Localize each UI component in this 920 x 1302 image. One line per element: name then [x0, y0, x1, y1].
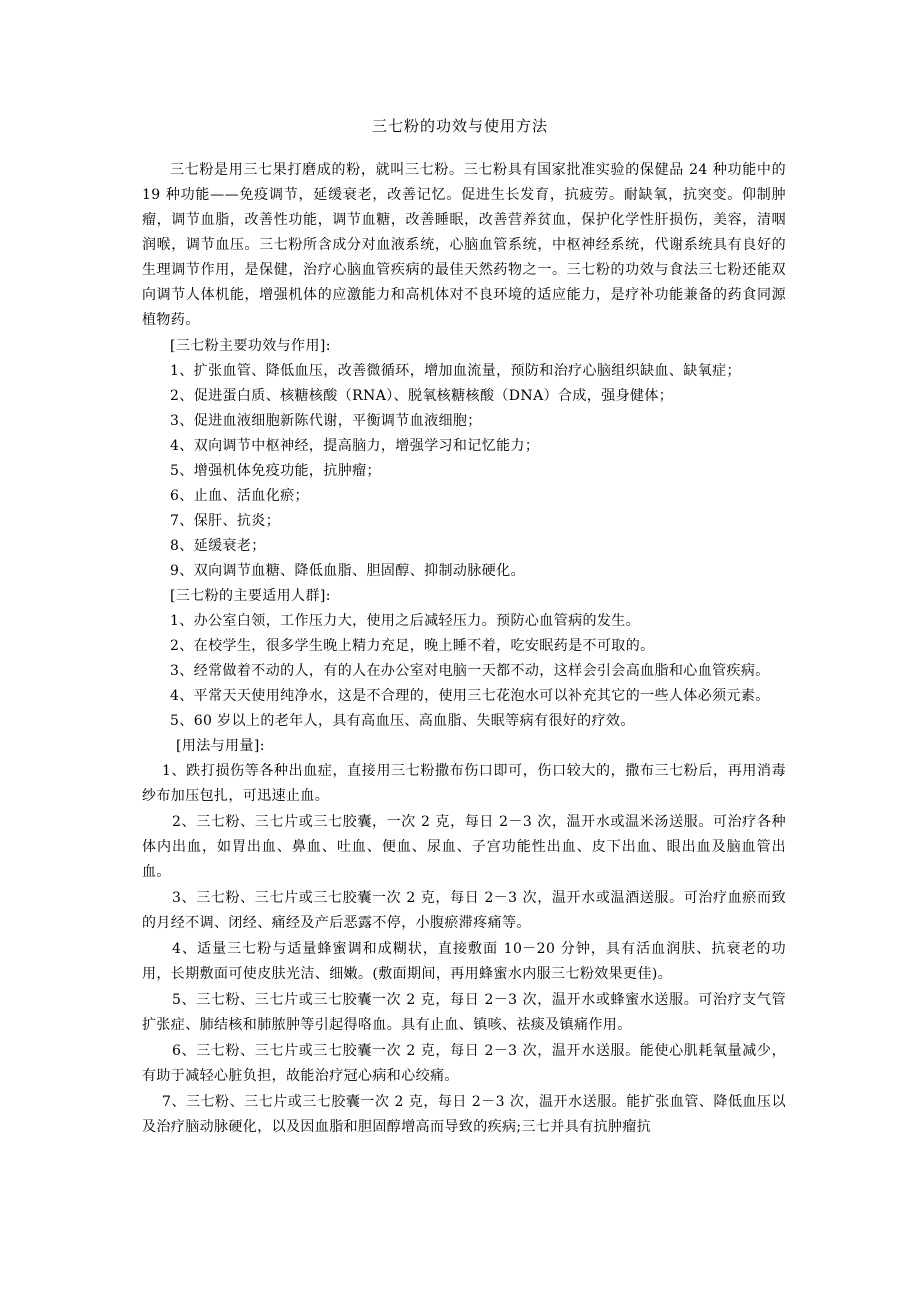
- people-item: 3、经常做着不动的人，有的人在办公室对电脑一天都不动，这样会引会高血脂和心血管疾病。: [170, 663, 770, 679]
- document-title: 三七粉的功效与使用方法: [371, 117, 548, 135]
- effects-item: 4、双向调节中枢神经，提高脑力，增强学习和记忆能力；: [170, 438, 540, 454]
- effects-item: 7、保肝、抗炎；: [170, 513, 281, 529]
- effects-item: 1、扩张血管、降低血压，改善微循环，增加血流量，预防和治疗心脑组织缺血、缺氧症；: [170, 363, 741, 379]
- usage-item: 2、三七粉、三七片或三七胶囊，一次 2 克，每日 2－3 次，温开水或温米汤送服。可治疗各种体内出血，如胃出血、鼻血、吐血、便血、尿血、子宫功能性出血、皮下出血、眼出血及脑血管出血。: [142, 814, 786, 880]
- document-body: [142, 158, 786, 1141]
- effects-item: 8、延缓衰老；: [170, 538, 266, 554]
- intro-paragraph: 三七粉是用三七果打磨成的粉，就叫三七粉。三七粉具有国家批准实验的保健品 24 种功能中的 19 种功能——免疫调节，延缓衰老，改善记忆。促进生长发育，抗疲劳。耐缺氧，抗突变。仰制肿瘤，调节血脂，改善性功能，调节血糖，改善睡眠，改善营养贫血，保护化学性肝损伤，美容，清咽润喉，调节血压。三七粉所含成分对血液系统，心脑血管系统，中枢神经系统，代谢系统具有良好的生理调节作用，是保健，治疗心脑血管疾病的最佳天然药物之一。三七粉的功效与食法三七粉还能双向调节人体机能，增强机体的应激能力和高机体对不良环境的适应能力，是疗补功能兼备的药食同源植物药。: [142, 162, 786, 328]
- people-item: 4、平常天天使用纯净水，这是不合理的，使用三七花泡水可以补充其它的一些人体必须元素。: [170, 688, 770, 704]
- usage-item: 6、三七粉、三七片或三七胶囊一次 2 克，每日 2－3 次，温开水送服。能使心肌耗氧量减少，有助于减轻心脏负担，故能治疗冠心病和心绞痛。: [142, 1043, 786, 1084]
- usage-item: 5、三七粉、三七片或三七胶囊一次 2 克，每日 2－3 次，温开水或蜂蜜水送服。可治疗支气管扩张症、肺结核和肺脓肿等引起得咯血。具有止血、镇咳、祛痰及镇痛作用。: [142, 992, 786, 1033]
- effects-item: 9、双向调节血糖、降低血脂、胆固醇、抑制动脉硬化。: [170, 563, 525, 579]
- people-item: 5、60 岁以上的老年人，具有高血压、高血脂、失眠等病有很好的疗效。: [170, 713, 635, 729]
- people-item: 2、在校学生，很多学生晚上精力充足，晚上睡不着，吃安眠药是不可取的。: [170, 638, 655, 654]
- people-item: 1、办公室白领，工作压力大，使用之后减轻压力。预防心血管病的发生。: [170, 613, 641, 629]
- usage-heading: [用法与用量]:: [176, 738, 265, 754]
- effects-item: 3、促进血液细胞新陈代谢，平衡调节血液细胞；: [170, 413, 482, 429]
- usage-item: 7、三七粉、三七片或三七胶囊一次 2 克，每日 2－3 次，温开水送服。能扩张血管、降低血压以及治疗脑动脉硬化，以及因血脂和胆固醇增高而导致的疾病;三七并具有抗肿瘤抗: [142, 1094, 786, 1135]
- effects-item: 2、促进蛋白质、核糖核酸（RNA）、脱氧核糖核酸（DNA）合成，强身健体；: [170, 388, 674, 404]
- effects-item: 5、增强机体免疫功能，抗肿瘤；: [170, 463, 381, 479]
- effects-heading: [三七粉主要功效与作用]:: [170, 338, 331, 354]
- usage-item: 1、跌打损伤等各种出血症，直接用三七粉撒布伤口即可，伤口较大的，撒布三七粉后，再用消毒纱布加压包扎，可迅速止血。: [142, 763, 786, 804]
- effects-item: 6、止血、活血化瘀；: [170, 488, 309, 504]
- usage-item: 3、三七粉、三七片或三七胶囊一次 2 克，每日 2－3 次，温开水或温酒送服。可治疗血瘀而致的月经不调、闭经、痛经及产后恶露不停，小腹瘀滞疼痛等。: [142, 890, 786, 931]
- people-heading: [三七粉的主要适用人群]:: [170, 588, 331, 604]
- usage-item: 4、适量三七粉与适量蜂蜜调和成糊状，直接敷面 10－20 分钟，具有活血润肤、抗衰老的功用，长期敷面可使皮肤光洁、细嫩。(敷面期间，再用蜂蜜水内服三七粉效果更佳)。: [142, 941, 786, 982]
